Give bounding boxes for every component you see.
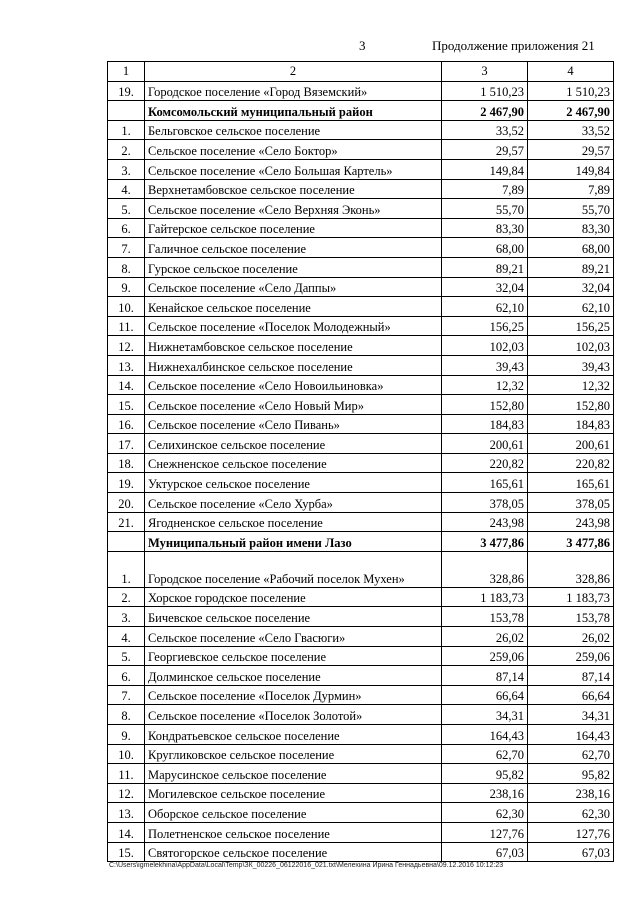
settlement-name: Марусинское сельское поселение — [145, 764, 442, 784]
settlement-name: Бичевское сельское поселение — [145, 607, 442, 627]
value-col3: 153,78 — [442, 607, 528, 627]
settlement-name: Сельское поселение «Село Большая Картель» — [145, 159, 442, 179]
row-number: 10. — [108, 297, 145, 317]
value-col4: 220,82 — [528, 453, 614, 473]
table-row — [108, 218, 614, 238]
value-col3: 32,04 — [442, 277, 528, 297]
table-row — [108, 81, 614, 101]
value-col4: 3 477,86 — [528, 532, 614, 552]
value-col3: 184,83 — [442, 414, 528, 434]
row-number: 14. — [108, 822, 145, 842]
table-row — [108, 120, 614, 140]
value-col3: 12,32 — [442, 375, 528, 395]
table-row — [108, 512, 614, 532]
district-row — [108, 101, 614, 121]
settlement-name: Бельговское сельское поселение — [145, 120, 442, 140]
value-col3: 238,16 — [442, 783, 528, 803]
value-col4: 12,32 — [528, 375, 614, 395]
settlement-name: Сельское поселение «Село Пивань» — [145, 414, 442, 434]
value-col3: 220,82 — [442, 453, 528, 473]
table-row — [108, 238, 614, 258]
value-col3: 62,10 — [442, 297, 528, 317]
value-col3: 95,82 — [442, 764, 528, 784]
row-number: 20. — [108, 493, 145, 513]
value-col4: 152,80 — [528, 395, 614, 415]
value-col3: 87,14 — [442, 666, 528, 686]
row-number: 2. — [108, 140, 145, 160]
value-col4: 33,52 — [528, 120, 614, 140]
row-number: 10. — [108, 744, 145, 764]
page-number: 3 — [359, 38, 366, 53]
row-number: 6. — [108, 666, 145, 686]
settlement-name: Нижнехалбинское сельское поселение — [145, 355, 442, 375]
table-row — [108, 277, 614, 297]
value-col4: 184,83 — [528, 414, 614, 434]
row-number — [108, 101, 145, 121]
row-number: 4. — [108, 179, 145, 199]
value-col4: 2 467,90 — [528, 101, 614, 121]
table-row — [108, 336, 614, 356]
value-col4: 39,43 — [528, 355, 614, 375]
value-col4: 378,05 — [528, 493, 614, 513]
table-row — [108, 140, 614, 160]
table-row — [108, 587, 614, 607]
value-col4: 29,57 — [528, 140, 614, 160]
settlement-name: Сельское поселение «Село Новый Мир» — [145, 395, 442, 415]
settlement-name: Нижнетамбовское сельское поселение — [145, 336, 442, 356]
value-col3: 156,25 — [442, 316, 528, 336]
settlement-name: Муниципальный район имени Лазо — [145, 532, 442, 552]
allocation-table — [107, 61, 614, 862]
settlement-name: Святогорское сельское поселение — [145, 842, 442, 862]
value-col4: 102,03 — [528, 336, 614, 356]
value-col4: 243,98 — [528, 512, 614, 532]
table-row — [108, 646, 614, 666]
settlement-name: Сельское поселение «Село Даппы» — [145, 277, 442, 297]
value-col4: 153,78 — [528, 607, 614, 627]
value-col3: 34,31 — [442, 705, 528, 725]
table-row — [108, 316, 614, 336]
settlement-name: Комсомольский муниципальный район — [145, 101, 442, 121]
settlement-name: Кенайское сельское поселение — [145, 297, 442, 317]
settlement-name: Сельское поселение «Поселок Дурмин» — [145, 685, 442, 705]
value-col3: 243,98 — [442, 512, 528, 532]
value-col3: 259,06 — [442, 646, 528, 666]
table-row — [108, 607, 614, 627]
value-col4: 1 183,73 — [528, 587, 614, 607]
table-row — [108, 783, 614, 803]
table-row — [108, 764, 614, 784]
row-number: 1. — [108, 551, 145, 587]
value-col4: 62,30 — [528, 803, 614, 823]
table-row — [108, 199, 614, 219]
value-col4: 62,10 — [528, 297, 614, 317]
settlement-name: Хорское городское поселение — [145, 587, 442, 607]
value-col3: 165,61 — [442, 473, 528, 493]
row-number: 3. — [108, 159, 145, 179]
row-number: 14. — [108, 375, 145, 395]
table-row — [108, 473, 614, 493]
table-row — [108, 744, 614, 764]
settlement-name: Георгиевское сельское поселение — [145, 646, 442, 666]
value-col4: 87,14 — [528, 666, 614, 686]
value-col3: 29,57 — [442, 140, 528, 160]
value-col3: 152,80 — [442, 395, 528, 415]
row-number: 21. — [108, 512, 145, 532]
column-header-2: 2 — [145, 62, 442, 82]
value-col3: 200,61 — [442, 434, 528, 454]
settlement-name: Ягодненское сельское поселение — [145, 512, 442, 532]
value-col4: 89,21 — [528, 257, 614, 277]
value-col4: 200,61 — [528, 434, 614, 454]
row-number — [108, 532, 145, 552]
continuation-label: Продолжение приложения 21 — [432, 38, 595, 53]
district-row — [108, 532, 614, 552]
value-col3: 164,43 — [442, 725, 528, 745]
row-number: 15. — [108, 395, 145, 415]
settlement-name: Верхнетамбовское сельское поселение — [145, 179, 442, 199]
settlement-name: Городское поселение «Рабочий поселок Мухен» — [145, 551, 442, 587]
row-number: 8. — [108, 705, 145, 725]
value-col4: 1 510,23 — [528, 81, 614, 101]
settlement-name: Снежненское сельское поселение — [145, 453, 442, 473]
row-number: 13. — [108, 355, 145, 375]
settlement-name: Городское поселение «Город Вяземский» — [145, 81, 442, 101]
row-number: 2. — [108, 587, 145, 607]
value-col3: 3 477,86 — [442, 532, 528, 552]
value-col4: 66,64 — [528, 685, 614, 705]
table-row — [108, 842, 614, 862]
value-col4: 32,04 — [528, 277, 614, 297]
value-col4: 68,00 — [528, 238, 614, 258]
value-col3: 7,89 — [442, 179, 528, 199]
value-col4: 62,70 — [528, 744, 614, 764]
settlement-name: Сельское поселение «Село Верхняя Эконь» — [145, 199, 442, 219]
settlement-name: Сельское поселение «Село Хурба» — [145, 493, 442, 513]
settlement-name: Гайтерское сельское поселение — [145, 218, 442, 238]
row-number: 5. — [108, 199, 145, 219]
settlement-name: Полетненское сельское поселение — [145, 822, 442, 842]
table-row — [108, 257, 614, 277]
value-col3: 66,64 — [442, 685, 528, 705]
value-col4: 156,25 — [528, 316, 614, 336]
value-col3: 62,70 — [442, 744, 528, 764]
row-number: 9. — [108, 725, 145, 745]
value-col3: 33,52 — [442, 120, 528, 140]
row-number: 18. — [108, 453, 145, 473]
value-col3: 68,00 — [442, 238, 528, 258]
table-row — [108, 297, 614, 317]
table-row — [108, 705, 614, 725]
row-number: 4. — [108, 627, 145, 647]
settlement-name: Галичное сельское поселение — [145, 238, 442, 258]
value-col3: 39,43 — [442, 355, 528, 375]
settlement-name: Сельское поселение «Село Гвасюги» — [145, 627, 442, 647]
settlement-name: Кругликовское сельское поселение — [145, 744, 442, 764]
value-col3: 2 467,90 — [442, 101, 528, 121]
table-header-row — [108, 62, 614, 82]
settlement-name: Кондратьевское сельское поселение — [145, 725, 442, 745]
value-col3: 328,86 — [442, 551, 528, 587]
value-col3: 83,30 — [442, 218, 528, 238]
value-col3: 62,30 — [442, 803, 528, 823]
value-col4: 127,76 — [528, 822, 614, 842]
value-col4: 67,03 — [528, 842, 614, 862]
row-number: 8. — [108, 257, 145, 277]
table-row — [108, 685, 614, 705]
settlement-name: Сельское поселение «Село Боктор» — [145, 140, 442, 160]
row-number: 7. — [108, 685, 145, 705]
row-number: 7. — [108, 238, 145, 258]
value-col3: 55,70 — [442, 199, 528, 219]
table-row — [108, 725, 614, 745]
row-number: 17. — [108, 434, 145, 454]
column-header-3: 3 — [442, 62, 528, 82]
value-col3: 149,84 — [442, 159, 528, 179]
value-col4: 7,89 — [528, 179, 614, 199]
value-col4: 328,86 — [528, 551, 614, 587]
table-row — [108, 803, 614, 823]
value-col3: 26,02 — [442, 627, 528, 647]
table-row — [108, 493, 614, 513]
settlement-name: Селихинское сельское поселение — [145, 434, 442, 454]
column-header-4: 4 — [528, 62, 614, 82]
value-col4: 165,61 — [528, 473, 614, 493]
value-col3: 1 510,23 — [442, 81, 528, 101]
value-col4: 26,02 — [528, 627, 614, 647]
settlement-name: Уктурское сельское поселение — [145, 473, 442, 493]
value-col3: 1 183,73 — [442, 587, 528, 607]
table-row — [108, 453, 614, 473]
value-col4: 149,84 — [528, 159, 614, 179]
value-col3: 127,76 — [442, 822, 528, 842]
table-row — [108, 375, 614, 395]
row-number: 9. — [108, 277, 145, 297]
settlement-name: Сельское поселение «Село Новоильиновка» — [145, 375, 442, 395]
value-col4: 238,16 — [528, 783, 614, 803]
row-number: 16. — [108, 414, 145, 434]
table-row — [108, 551, 614, 587]
table-row — [108, 822, 614, 842]
row-number: 19. — [108, 81, 145, 101]
settlement-name: Оборское сельское поселение — [145, 803, 442, 823]
value-col4: 259,06 — [528, 646, 614, 666]
row-number: 11. — [108, 764, 145, 784]
row-number: 1. — [108, 120, 145, 140]
settlement-name: Долминское сельское поселение — [145, 666, 442, 686]
settlement-name: Гурское сельское поселение — [145, 257, 442, 277]
value-col4: 83,30 — [528, 218, 614, 238]
row-number: 6. — [108, 218, 145, 238]
value-col4: 95,82 — [528, 764, 614, 784]
settlement-name: Сельское поселение «Поселок Молодежный» — [145, 316, 442, 336]
value-col3: 102,03 — [442, 336, 528, 356]
value-col3: 89,21 — [442, 257, 528, 277]
table-row — [108, 627, 614, 647]
table-row — [108, 414, 614, 434]
row-number: 12. — [108, 336, 145, 356]
row-number: 19. — [108, 473, 145, 493]
settlement-name: Сельское поселение «Поселок Золотой» — [145, 705, 442, 725]
value-col3: 67,03 — [442, 842, 528, 862]
row-number: 13. — [108, 803, 145, 823]
table-row — [108, 355, 614, 375]
table-row — [108, 666, 614, 686]
file-path-footer: C:\Users\igmelekhina\AppData\Local\Temp\ЗК_00226_06122016_021.txt\Мелехина Ирина Геннадьевна\09.12.2016 10:12:23 — [109, 862, 504, 869]
table-row — [108, 179, 614, 199]
row-number: 5. — [108, 646, 145, 666]
table-row — [108, 395, 614, 415]
column-header-1: 1 — [108, 62, 145, 82]
value-col4: 55,70 — [528, 199, 614, 219]
row-number: 11. — [108, 316, 145, 336]
row-number: 15. — [108, 842, 145, 862]
value-col3: 378,05 — [442, 493, 528, 513]
row-number: 12. — [108, 783, 145, 803]
row-number: 3. — [108, 607, 145, 627]
value-col4: 164,43 — [528, 725, 614, 745]
table-row — [108, 159, 614, 179]
settlement-name: Могилевское сельское поселение — [145, 783, 442, 803]
table-row — [108, 434, 614, 454]
value-col4: 34,31 — [528, 705, 614, 725]
